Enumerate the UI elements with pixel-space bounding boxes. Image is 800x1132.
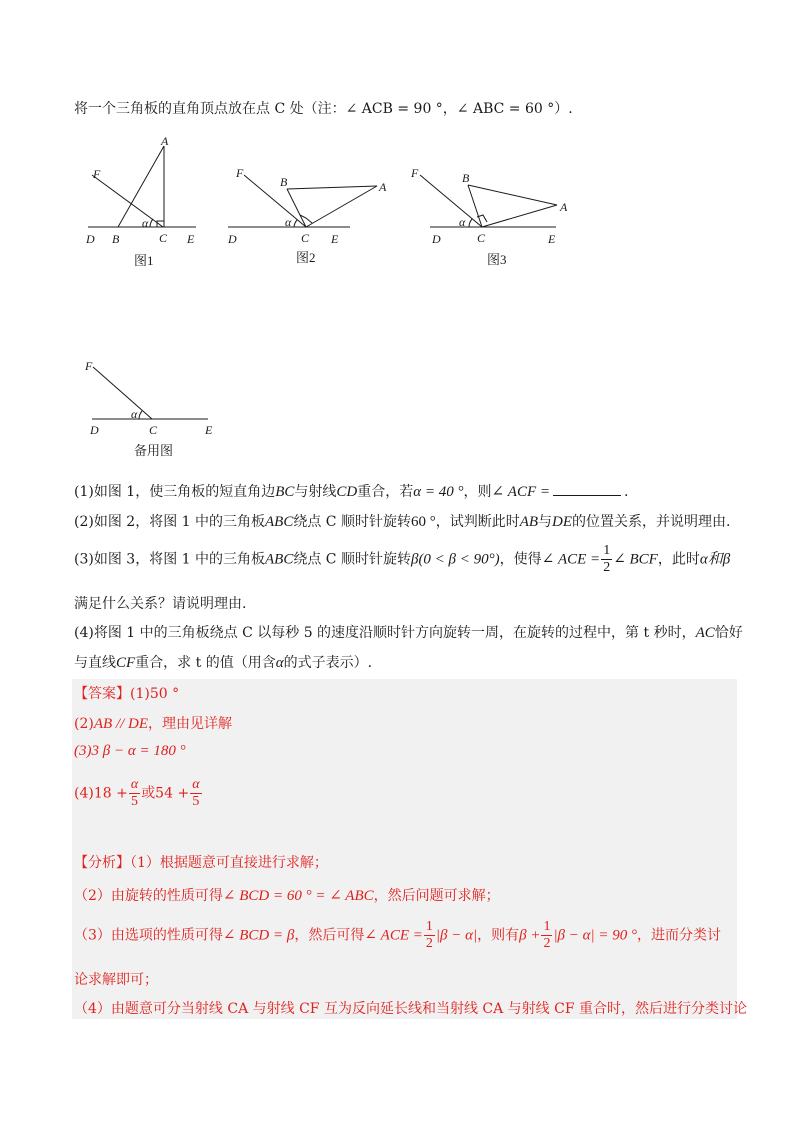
fig1-label-e: E xyxy=(187,232,195,246)
analysis-1: 【分析】（1）根据题意可直接进行求解； xyxy=(74,855,328,871)
question-1: (1)如图 1，使三角板的短直角边BC与射线CD重合，若α = 40 °，则∠ ACF = . xyxy=(74,481,628,501)
fig4-label-f: F xyxy=(85,359,93,373)
fig4-caption: 备用图 xyxy=(134,443,174,458)
question-2: (2)如图 2，将图 1 中的三角板ABC绕点 C 顺时针旋转60 °，试判断此时AB与DE的位置关系，并说明理由. xyxy=(74,514,731,530)
fig3-label-a: A xyxy=(560,200,568,214)
question-4: (4)将图 1 中的三角板绕点 C 以每秒 5 的速度沿顺时针方向旋转一周，在旋转的过程中，第 t 秒时，AC恰好 xyxy=(74,625,743,641)
analysis-2: （2）由旋转的性质可得∠ BCD = 60 ° = ∠ ABC，然后问题可求解； xyxy=(74,888,500,904)
fig1-label-a: A xyxy=(161,134,169,148)
fig3-label-alpha: α xyxy=(459,215,466,229)
analysis-3: （3）由选项的性质可得∠ BCD = β，然后可得∠ ACE = $\frac{1}{2}$ |β − α|，则有β + $\frac{1}{2}$ |β − α| = 90 °，进而分类讨 xyxy=(74,919,722,951)
answer-blank[interactable] xyxy=(553,481,621,496)
fig4-label-c: C xyxy=(149,423,158,437)
fig1-label-alpha: α xyxy=(142,216,149,230)
fig2-label-alpha: α xyxy=(285,215,292,229)
question-3: (3)如图 3，将图 1 中的三角板ABC绕点 C 顺时针旋转β(0 < β < 90°)，使得∠ ACE = $\frac{1}{2}$ ∠ BCF，此时α和β xyxy=(74,543,731,575)
fig3-label-d: D xyxy=(432,232,441,246)
fig4-label-alpha: α xyxy=(131,407,138,421)
fig2-label-f: F xyxy=(236,166,244,180)
fig2-label-e: E xyxy=(331,232,339,246)
fig1-caption: 图1 xyxy=(134,253,154,268)
question-3-line-2: 满足什么关系？请说明理由. xyxy=(74,596,247,612)
fig2-label-c: C xyxy=(301,231,310,245)
analysis-4: （4）由题意可分当射线 CA 与射线 CF 互为反向延长线和当射线 CA 与射线 CF 重合时，然后进行分类讨论 xyxy=(74,1001,748,1017)
fig2-label-b: B xyxy=(280,175,288,189)
fig1-label-d: D xyxy=(86,232,95,246)
answer-2: (2)AB // DE，理由见详解 xyxy=(74,716,232,732)
fig1-label-b: B xyxy=(112,232,120,246)
fig3-label-b: B xyxy=(462,171,470,185)
answer-1: 【答案】(1)50 ° xyxy=(74,686,180,702)
answer-4: (4)18 + $\frac{\alpha}{5}$ 或54 + $\frac{\alpha}{5}$ xyxy=(74,777,200,809)
fig3-label-e: E xyxy=(548,232,556,246)
fig4-label-e: E xyxy=(205,423,213,437)
fig4-label-d: D xyxy=(90,423,99,437)
fig1-label-f: F xyxy=(93,167,101,181)
fig2-label-d: D xyxy=(228,232,237,246)
intro-text: 将一个三角板的直角顶点放在点 C 处（注：∠ ACB = 90 °，∠ ABC = 60 °）. xyxy=(74,101,573,117)
figure-3 xyxy=(420,175,557,227)
fig3-label-f: F xyxy=(411,166,419,180)
fig2-caption: 图2 xyxy=(296,250,316,265)
fraction-half: $\frac{1}{2}$ xyxy=(603,543,611,575)
figures xyxy=(0,0,800,470)
answer-3: (3)3 β − α = 180 ° xyxy=(74,743,186,759)
fig3-caption: 图3 xyxy=(487,252,507,267)
figure-1 xyxy=(88,146,196,227)
fig3-label-c: C xyxy=(477,231,486,245)
fig1-label-c: C xyxy=(159,231,168,245)
figure-2 xyxy=(228,175,377,227)
figure-spare xyxy=(92,367,208,419)
question-4-line-2: 与直线CF重合，求 t 的值（用含α的式子表示）. xyxy=(74,655,373,671)
fig2-label-a: A xyxy=(379,180,387,194)
analysis-3-line-2: 论求解即可； xyxy=(74,972,158,988)
